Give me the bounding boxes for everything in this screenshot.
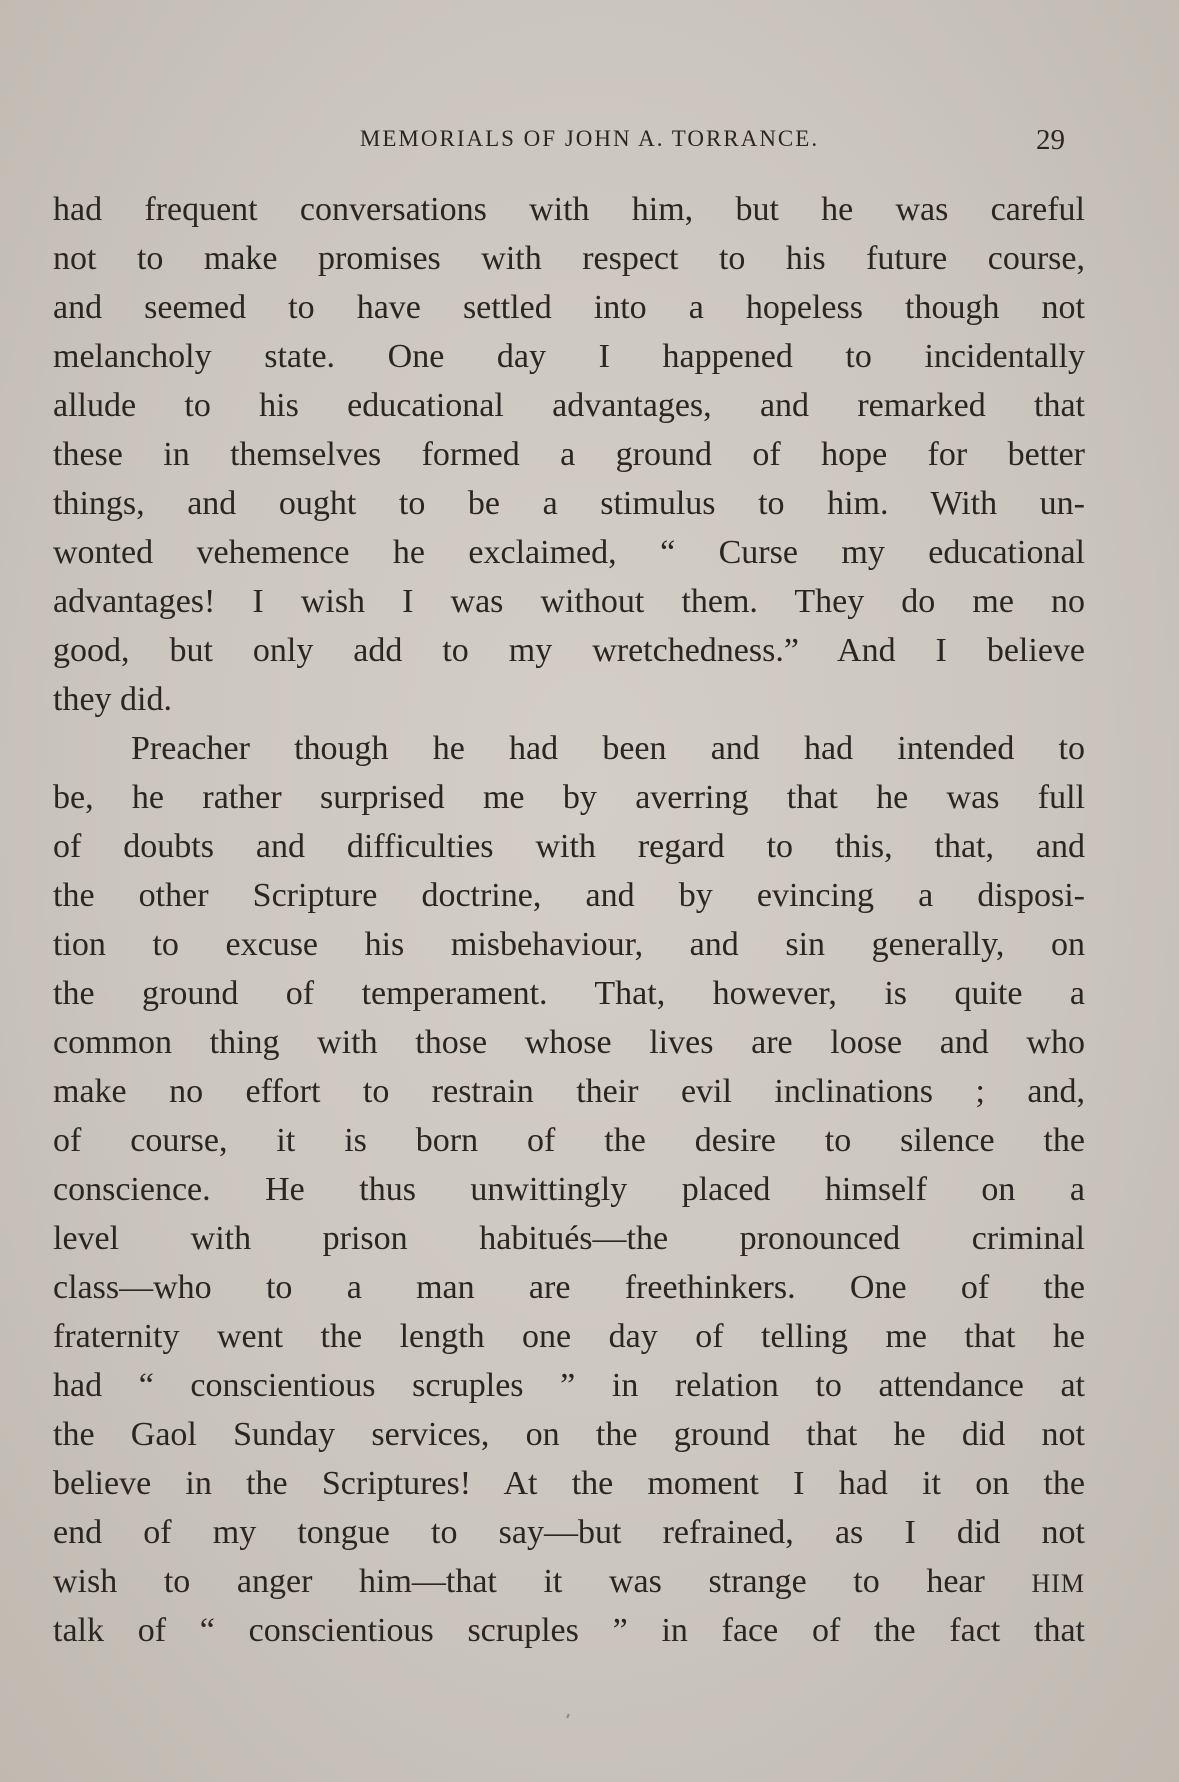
paragraph-2 [53, 724, 1085, 1655]
text-line: tion to excuse his misbehaviour, and sin generally, on [53, 926, 1085, 963]
text-line: the other Scripture doctrine, and by evincing a disposi- [53, 877, 1085, 914]
text-line: not to make promises with respect to his future course, [53, 240, 1085, 277]
text-line: things, and ought to be a stimulus to him. With un- [53, 485, 1085, 522]
page-number: 29 [1036, 124, 1065, 156]
text-line: these in themselves formed a ground of hope for better [53, 436, 1085, 473]
paragraph-1 [53, 185, 1085, 724]
text-line: and seemed to have settled into a hopeless though not [53, 289, 1085, 326]
text-line: allude to his educational advantages, and remarked that [53, 387, 1085, 424]
text-line: Preacher though he had been and had intended to [131, 730, 1085, 767]
text-line: wonted vehemence he exclaimed, “ Curse my educational [53, 534, 1085, 571]
emphasis-him: HIM [1031, 1569, 1085, 1598]
text-line: level with prison habitués—the pronounced criminal [53, 1220, 1085, 1257]
text-line: class—who to a man are freethinkers. One of the [53, 1269, 1085, 1306]
text-line: talk of “ conscientious scruples ” in face of the fact that [53, 1612, 1085, 1649]
text-line: be, he rather surprised me by averring that he was full [53, 779, 1085, 816]
text-line: they did. [53, 681, 172, 718]
page-header [0, 126, 1179, 162]
body-text [53, 185, 1085, 1655]
text-line: conscience. He thus unwittingly placed himself on a [53, 1171, 1085, 1208]
text-line: fraternity went the length one day of telling me that he [53, 1318, 1085, 1355]
text-line: good, but only add to my wretchedness.” And I believe [53, 632, 1085, 669]
running-head: MEMORIALS OF JOHN A. TORRANCE. [359, 126, 820, 151]
text-line: believe in the Scriptures! At the moment I had it on the [53, 1465, 1085, 1502]
text-line: of doubts and difficulties with regard to this, that, and [53, 828, 1085, 865]
text-line: make no effort to restrain their evil inclinations ; and, [53, 1073, 1085, 1110]
paper-speck [566, 1714, 570, 1718]
text-line: had frequent conversations with him, but he was careful [53, 191, 1085, 228]
text-line-segment: wish to anger him—that it was strange to hear [53, 1563, 985, 1600]
text-line: end of my tongue to say—but refrained, as I did not [53, 1514, 1085, 1551]
text-line: had “ conscientious scruples ” in relation to attendance at [53, 1367, 1085, 1404]
text-line [53, 1557, 1085, 1606]
text-line: common thing with those whose lives are loose and who [53, 1024, 1085, 1061]
text-line: the Gaol Sunday services, on the ground that he did not [53, 1416, 1085, 1453]
text-line: the ground of temperament. That, however, is quite a [53, 975, 1085, 1012]
text-line: of course, it is born of the desire to silence the [53, 1122, 1085, 1159]
text-line: melancholy state. One day I happened to incidentally [53, 338, 1085, 375]
text-line: advantages! I wish I was without them. They do me no [53, 583, 1085, 620]
